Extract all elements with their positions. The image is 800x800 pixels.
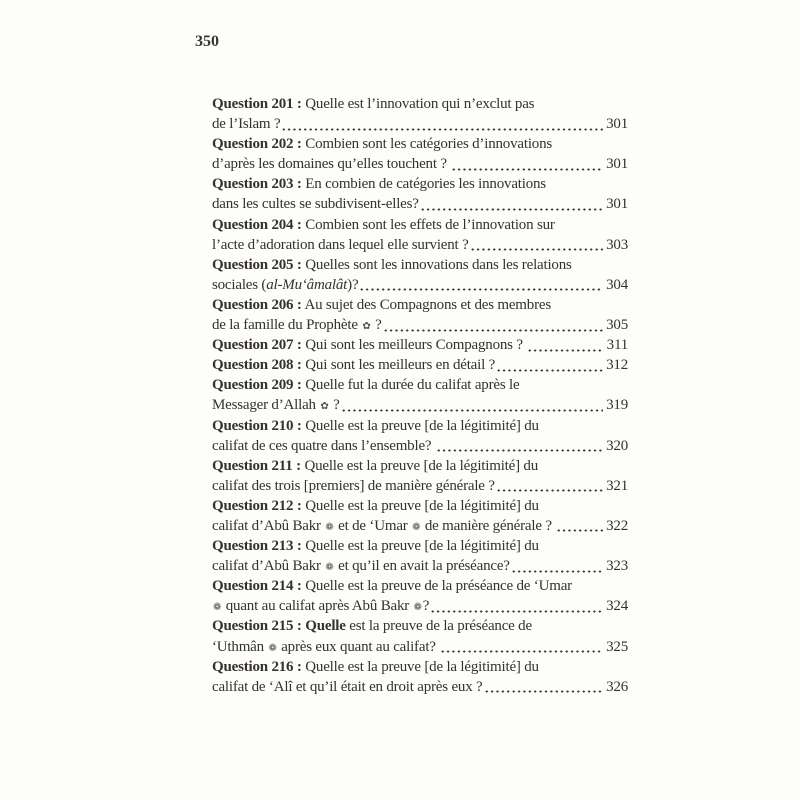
toc-line [212, 295, 628, 315]
entry-text: Quelle est la preuve [de la légitimité] du [301, 497, 539, 514]
toc-entry [212, 456, 628, 496]
toc-entry [212, 536, 628, 576]
toc-line [212, 436, 628, 456]
entry-text: califat des trois [premiers] de manière générale ? [212, 477, 495, 494]
entry-text: Combien sont les catégories d’innovations [301, 136, 553, 153]
entry-text: est la preuve de la préséance de [345, 618, 532, 635]
toc-line [212, 114, 628, 134]
toc-entry [212, 375, 628, 415]
toc-line [212, 516, 628, 536]
entry-text: d’après les domaines qu’elles touchent ? [212, 156, 451, 173]
ra-symbol: ❁ [268, 642, 277, 654]
dot-leader [440, 637, 603, 657]
entry-text: califat d’Abû Bakr [212, 558, 325, 575]
question-label: Question 201 : [212, 96, 302, 112]
toc-entry [212, 134, 628, 174]
page-ref: 301 [606, 116, 628, 133]
ra-symbol: ❁ [413, 602, 422, 614]
toc-entry [212, 94, 628, 134]
entry-text: )? [347, 276, 359, 293]
question-label: Question 212 : [212, 497, 302, 514]
page-ref: 304 [606, 276, 628, 293]
entry-text: ? [329, 397, 340, 414]
dot-leader [451, 154, 603, 174]
entry-text: ? [371, 317, 382, 334]
entry-text: Quelle fut la durée du califat après le [301, 377, 520, 394]
question-label: Question 208 : [212, 357, 302, 374]
dot-leader [281, 114, 603, 134]
entry-text: Messager d’Allah [212, 397, 320, 414]
folio-page-number: 350 [195, 33, 219, 50]
toc-line [212, 94, 628, 114]
toc-entry [212, 295, 628, 335]
entry-text: Quelle est la preuve de la préséance de ‘Umar [301, 578, 572, 595]
page-ref: 319 [606, 397, 628, 414]
question-label: Question 216 : [212, 658, 302, 675]
ra-symbol: ❁ [325, 521, 334, 533]
entry-text: après eux quant au califat? [277, 638, 440, 655]
page-ref: 311 [606, 337, 628, 354]
entry-text: En combien de catégories les innovations [301, 176, 546, 193]
ra-symbol: ❁ [213, 602, 222, 614]
toc-line [212, 556, 628, 576]
entry-text: califat de ces quatre dans l’ensemble? [212, 437, 435, 454]
question-label: Question 202 : [212, 136, 302, 153]
question-label: Question 215 : Quelle [212, 618, 346, 635]
question-label: Question 203 : [212, 176, 302, 193]
toc-line [212, 315, 628, 335]
entry-text: de l’Islam ? [212, 116, 281, 133]
toc-entry [212, 355, 628, 375]
page-ref: 305 [606, 317, 628, 334]
toc-line [212, 476, 628, 496]
dot-leader [496, 476, 603, 496]
dot-leader [470, 235, 604, 255]
dot-leader [556, 516, 603, 536]
toc-line [212, 657, 628, 677]
dot-leader [436, 436, 603, 456]
toc-line [212, 134, 628, 154]
entry-text: de manière générale ? [421, 517, 556, 534]
page-ref: 301 [606, 196, 628, 213]
dot-leader [496, 355, 603, 375]
ra-symbol: ❁ [325, 562, 334, 574]
toc-line [212, 335, 628, 355]
toc-entry [212, 255, 628, 295]
entry-text: califat d’Abû Bakr [212, 517, 325, 534]
toc-line [212, 456, 628, 476]
toc-entry [212, 416, 628, 456]
page-ref: 324 [606, 598, 628, 615]
toc-line [212, 174, 628, 194]
entry-text: l’acte d’adoration dans lequel elle survient ? [212, 236, 469, 253]
toc-entry [212, 496, 628, 536]
toc [212, 94, 628, 697]
toc-entry [212, 657, 628, 697]
toc-line [212, 596, 628, 616]
entry-text: sociales ( [212, 276, 267, 293]
toc-line [212, 576, 628, 596]
toc-entry [212, 335, 628, 355]
entry-text: Qui sont les meilleurs Compagnons ? [301, 337, 527, 354]
entry-text: de la famille du Prophète [212, 317, 362, 334]
question-label: Question 204 : [212, 216, 302, 233]
toc-line [212, 677, 628, 697]
entry-text: Combien sont les effets de l’innovation sur [301, 216, 555, 233]
question-label: Question 207 : [212, 337, 302, 354]
toc-line [212, 416, 628, 436]
toc-entry [212, 576, 628, 616]
entry-text: Au sujet des Compagnons et des membres [301, 296, 551, 313]
toc-line [212, 235, 628, 255]
entry-text: Quelle est la preuve [de la légitimité] du [301, 417, 539, 434]
ra-symbol: ❁ [412, 521, 421, 533]
dot-leader [430, 596, 603, 616]
toc-line [212, 395, 628, 415]
toc-line [212, 215, 628, 235]
toc-line [212, 496, 628, 516]
page-ref: 325 [606, 638, 628, 655]
dot-leader [359, 275, 603, 295]
entry-text: quant au califat après Abû Bakr [222, 598, 413, 615]
entry-text: ‘Uthmân [212, 638, 268, 655]
toc-line [212, 255, 628, 275]
entry-text: Quelles sont les innovations dans les relations [301, 256, 572, 273]
toc-entry [212, 174, 628, 214]
dot-leader [527, 335, 603, 355]
entry-text: Quelle est l’innovation qui n’exclut pas [301, 96, 535, 112]
question-label: Question 210 : [212, 417, 302, 434]
question-label: Question 209 : [212, 377, 302, 394]
entry-text: Quelle est la preuve [de la légitimité] du [300, 457, 539, 474]
page-ref: 322 [606, 517, 628, 534]
question-label: Question 213 : [212, 538, 302, 555]
question-label: Question 205 : [212, 256, 302, 273]
entry-text: et qu’il en avait la préséance? [334, 558, 510, 575]
entry-text: ? [422, 598, 430, 615]
entry-text: Quelle est la preuve [de la légitimité] du [301, 658, 539, 675]
page-ref: 323 [606, 558, 628, 575]
toc-line [212, 375, 628, 395]
page-ref: 312 [606, 357, 628, 374]
toc-entry [212, 215, 628, 255]
toc-line [212, 637, 628, 657]
toc-entry [212, 616, 628, 656]
question-label: Question 214 : [212, 578, 302, 595]
toc-line [212, 275, 628, 295]
page-ref: 303 [606, 236, 628, 253]
entry-text: Qui sont les meilleurs en détail ? [301, 357, 496, 374]
entry-text: dans les cultes se subdivisent-elles? [212, 196, 419, 213]
page-ref: 301 [606, 156, 628, 173]
page-ref: 320 [606, 437, 628, 454]
entry-text: califat de ‘Alî et qu’il était en droit après eux ? [212, 678, 483, 695]
page-ref: 321 [606, 477, 628, 494]
toc-line [212, 355, 628, 375]
entry-text: et de ‘Umar [334, 517, 412, 534]
dot-leader [511, 556, 603, 576]
toc-line [212, 194, 628, 214]
pbuh-symbol: ✿ [362, 321, 371, 333]
question-label: Question 206 : [212, 296, 302, 313]
toc-line [212, 616, 628, 636]
page-ref: 326 [606, 678, 628, 695]
toc-line [212, 154, 628, 174]
entry-text: Quelle est la preuve [de la légitimité] du [301, 538, 539, 555]
pbuh-symbol: ✿ [320, 401, 329, 413]
dot-leader [420, 194, 603, 214]
toc-line [212, 536, 628, 556]
italic-term: al-Mu‘âmalât [266, 276, 348, 293]
dot-leader [383, 315, 604, 335]
dot-leader [484, 677, 604, 697]
question-label: Question 211 : [212, 457, 301, 474]
dot-leader [341, 395, 603, 415]
